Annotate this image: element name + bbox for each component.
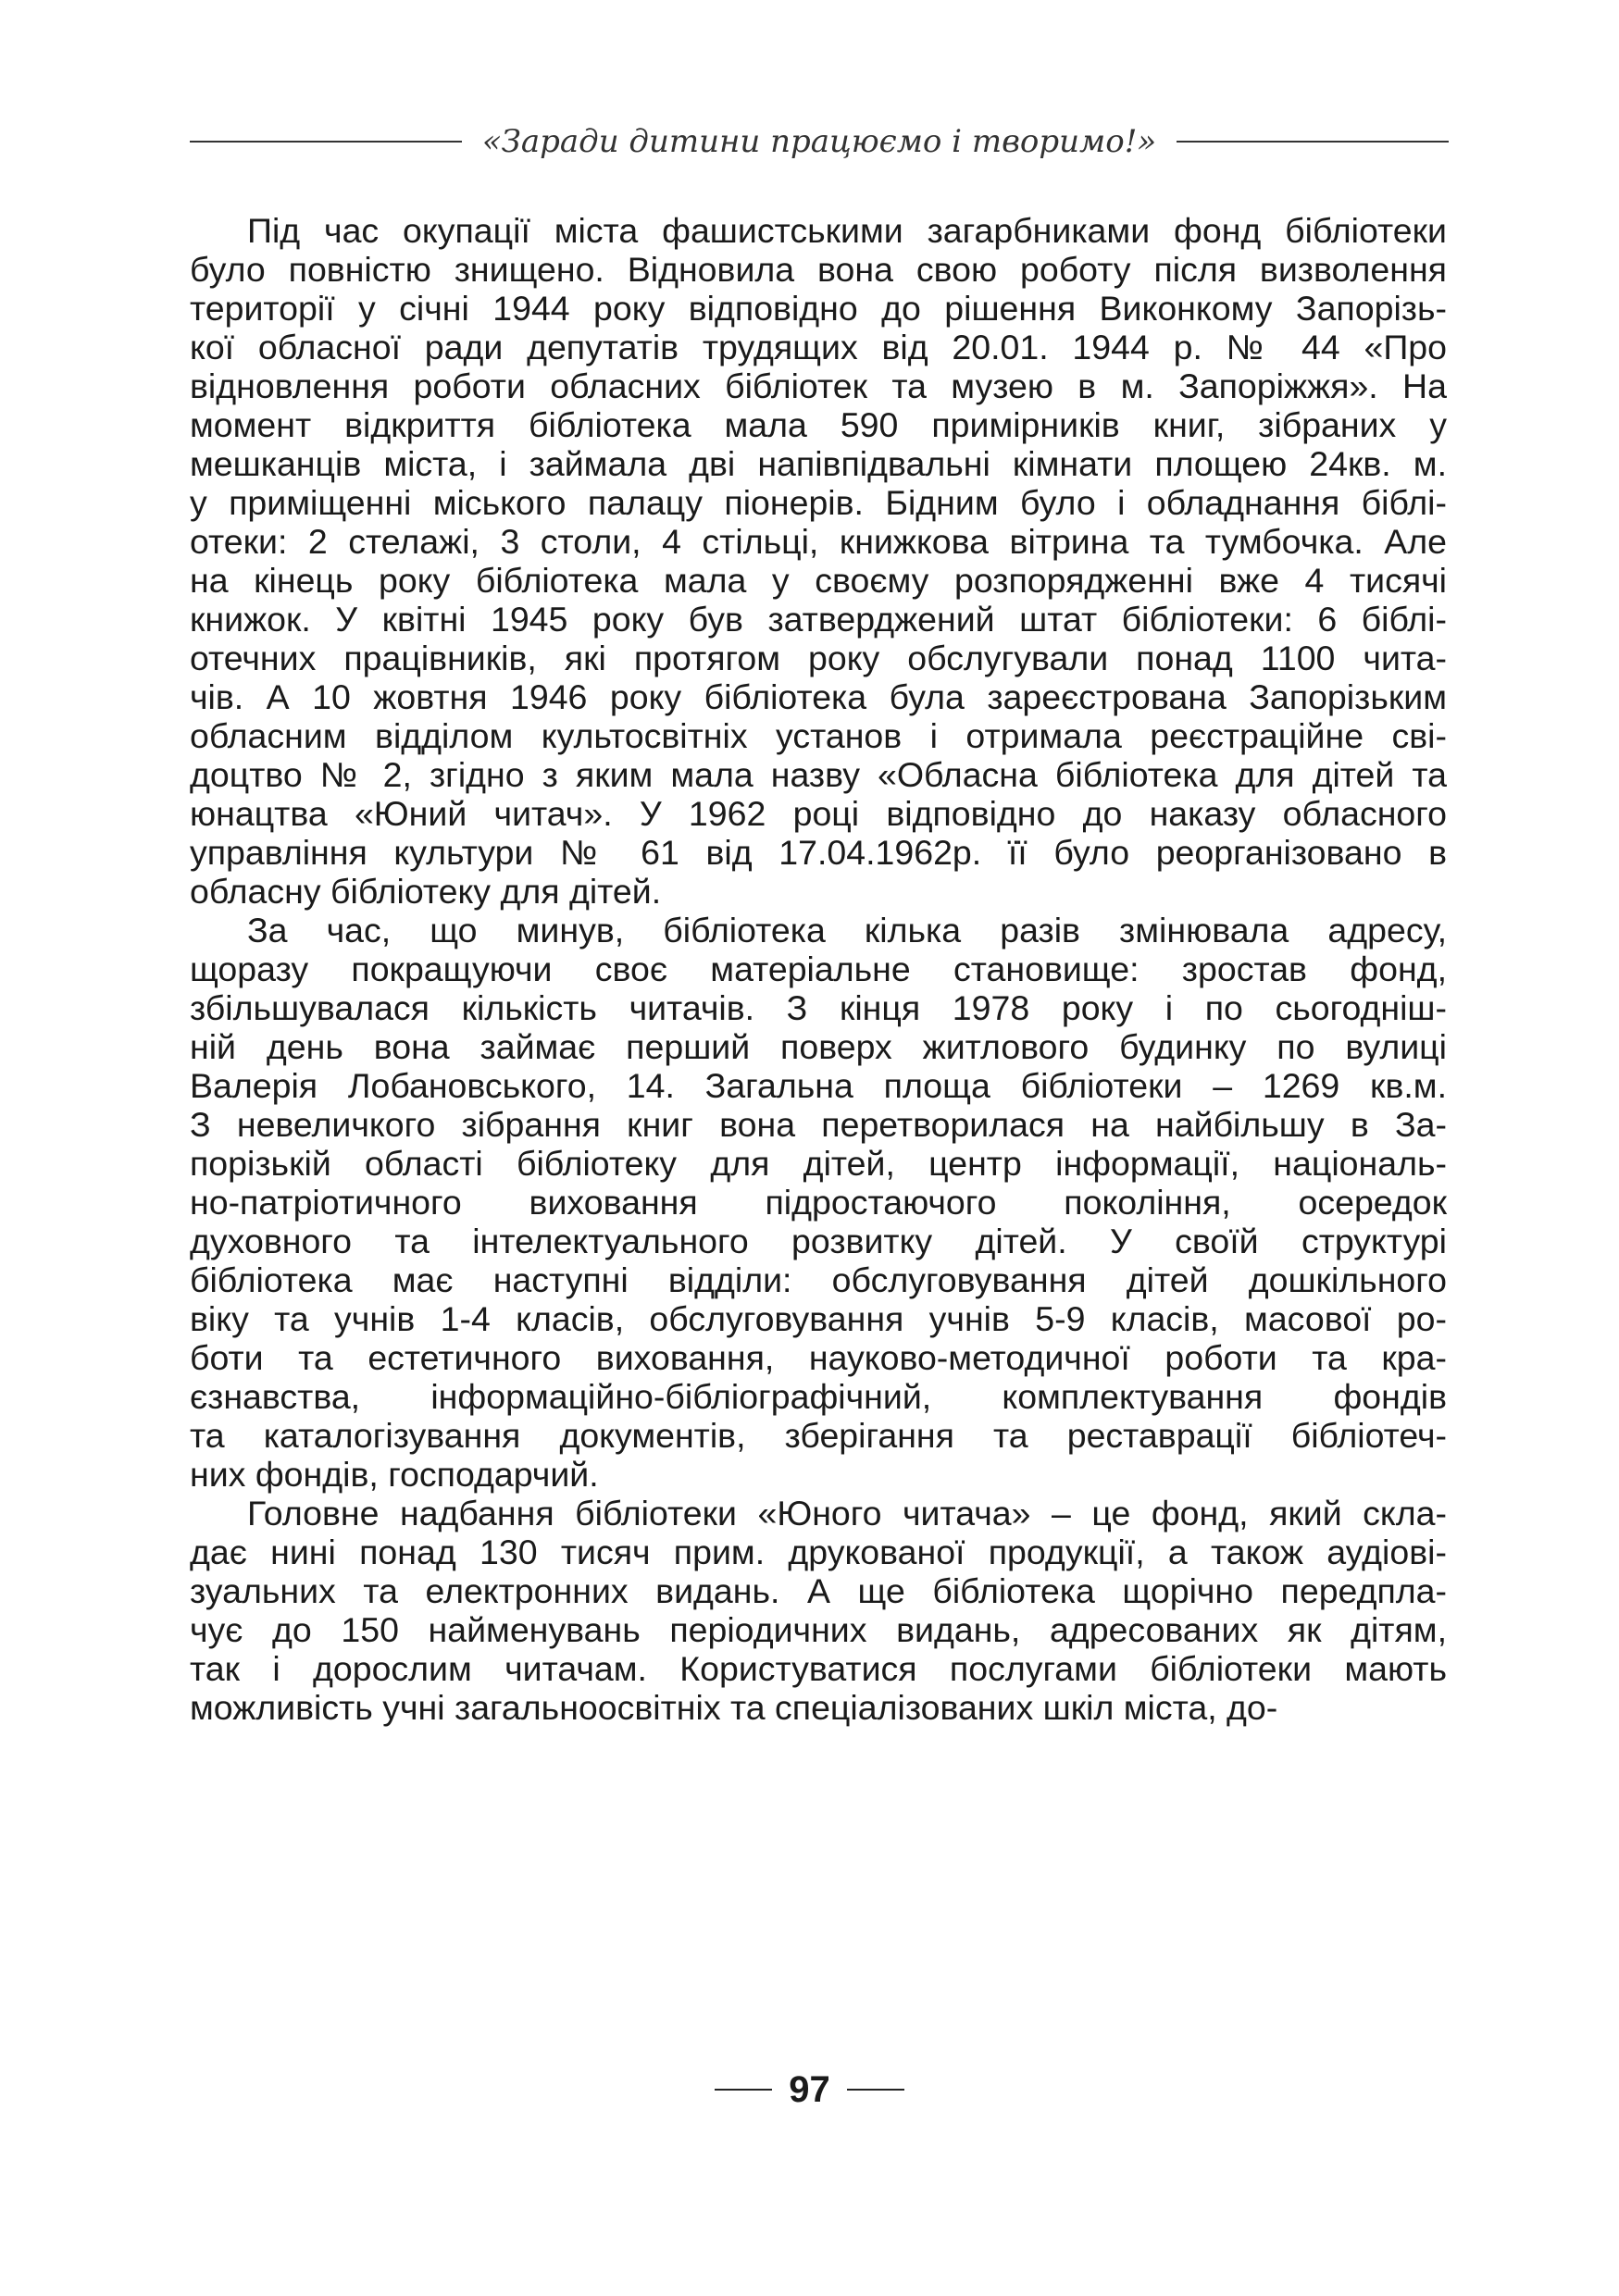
folio-rule-left bbox=[715, 2089, 772, 2091]
text-line: чів. А 10 жовтня 1946 року бібліотека була зареєстрована Запорізьким bbox=[190, 677, 1447, 716]
text-line: них фондів, господарчий. bbox=[190, 1455, 599, 1494]
text-line: книжок. У квітні 1945 року був затверджений штат бібліотеки: 6 біблі- bbox=[190, 600, 1447, 639]
text-line: отеки: 2 стелажі, 3 столи, 4 стільці, книжкова вітрина та тумбочка. Але bbox=[190, 522, 1447, 561]
text-line: у приміщенні міського палацу піонерів. Бідним було і обладнання біблі- bbox=[190, 483, 1447, 522]
text-line: З невеличкого зібрання книг вона перетворилася на найбільшу в За- bbox=[190, 1105, 1447, 1144]
text-line: дає нині понад 130 тисяч прим. друкованої продукції, а також аудіові- bbox=[190, 1533, 1447, 1571]
text-line: За час, що минув, бібліотека кілька разів змінювала адресу, bbox=[247, 911, 1447, 949]
text-line: Під час окупації міста фашистськими загарбниками фонд бібліотеки bbox=[247, 211, 1447, 250]
text-line: було повністю знищено. Відновила вона свою роботу після визволення bbox=[190, 250, 1447, 289]
text-line: та каталогізування документів, зберігання та реставрації бібліотеч- bbox=[190, 1416, 1447, 1455]
text-line: порізькій області бібліотеку для дітей, центр інформації, національ- bbox=[190, 1144, 1447, 1183]
running-header-title: «Заради дитини працюємо і творимо!» bbox=[481, 123, 1157, 160]
text-line: єзнавства, інформаційно-бібліографічний, комплектування фондів bbox=[190, 1377, 1447, 1416]
paragraph bbox=[190, 911, 1447, 1494]
text-line: управління культури № 61 від 17.04.1962р. її було реорганізовано в bbox=[190, 833, 1447, 872]
text-line: віку та учнів 1-4 класів, обслуговування учнів 5-9 класів, масової ро- bbox=[190, 1299, 1447, 1338]
text-line: обласним відділом культосвітніх установ і отримала реєстраційне сві- bbox=[190, 716, 1447, 755]
text-line: юнацтва «Юний читач». У 1962 році відповідно до наказу обласного bbox=[190, 794, 1447, 833]
text-line: обласну бібліотеку для дітей. bbox=[190, 872, 662, 911]
text-line: мешканців міста, і займала дві напівпідвальні кімнати площею 24кв. м. bbox=[190, 444, 1447, 483]
paragraph bbox=[190, 211, 1447, 911]
text-line: відновлення роботи обласних бібліотек та музею в м. Запоріжжя». На bbox=[190, 366, 1447, 405]
text-line: но-патріотичного виховання підростаючого покоління, осередок bbox=[190, 1183, 1447, 1222]
text-line: території у січні 1944 року відповідно до рішення Виконкому Запорізь- bbox=[190, 289, 1447, 328]
text-line: щоразу покращуючи своє матеріальне становище: зростав фонд, bbox=[190, 949, 1447, 988]
text-line: збільшувалася кількість читачів. З кінця 1978 року і по сьогодніш- bbox=[190, 988, 1447, 1027]
header-rule-right bbox=[1177, 141, 1449, 143]
paragraph bbox=[190, 1494, 1447, 1727]
running-header bbox=[190, 109, 1449, 174]
text-line: момент відкриття бібліотека мала 590 примірників книг, зібраних у bbox=[190, 405, 1447, 444]
text-line: чує до 150 найменувань періодичних видань, адресованих як дітям, bbox=[190, 1610, 1447, 1649]
text-line: можливість учні загальноосвітніх та спеціалізованих шкіл міста, до- bbox=[190, 1688, 1278, 1727]
page-number: 97 bbox=[789, 2068, 830, 2110]
text-line: духовного та інтелектуального розвитку дітей. У своїй структурі bbox=[190, 1222, 1447, 1260]
text-line: так і дорослим читачам. Користуватися послугами бібліотеки мають bbox=[190, 1649, 1447, 1688]
text-line: зуальних та електронних видань. А ще бібліотека щорічно передпла- bbox=[190, 1571, 1447, 1610]
text-line: боти та естетичного виховання, науково-методичної роботи та кра- bbox=[190, 1338, 1447, 1377]
text-line: Валерія Лобановського, 14. Загальна площа бібліотеки – 1269 кв.м. bbox=[190, 1066, 1447, 1105]
text-line: на кінець року бібліотека мала у своєму розпорядженні вже 4 тисячі bbox=[190, 561, 1447, 600]
folio-rule-right bbox=[847, 2089, 904, 2091]
text-line: бібліотека має наступні відділи: обслуговування дітей дошкільного bbox=[190, 1260, 1447, 1299]
text-line: отечних працівників, які протягом року обслугували понад 1100 чита- bbox=[190, 639, 1447, 677]
header-rule-left bbox=[190, 141, 462, 143]
body-text bbox=[190, 211, 1447, 1727]
text-line: кої обласної ради депутатів трудящих від 20.01. 1944 р. № 44 «Про bbox=[190, 328, 1447, 366]
text-line: доцтво № 2, згідно з яким мала назву «Обласна бібліотека для дітей та bbox=[190, 755, 1447, 794]
text-line: Головне надбання бібліотеки «Юного читача» – це фонд, який скла- bbox=[247, 1494, 1447, 1533]
page-footer bbox=[0, 2062, 1619, 2117]
text-line: ній день вона займає перший поверх житлового будинку по вулиці bbox=[190, 1027, 1447, 1066]
